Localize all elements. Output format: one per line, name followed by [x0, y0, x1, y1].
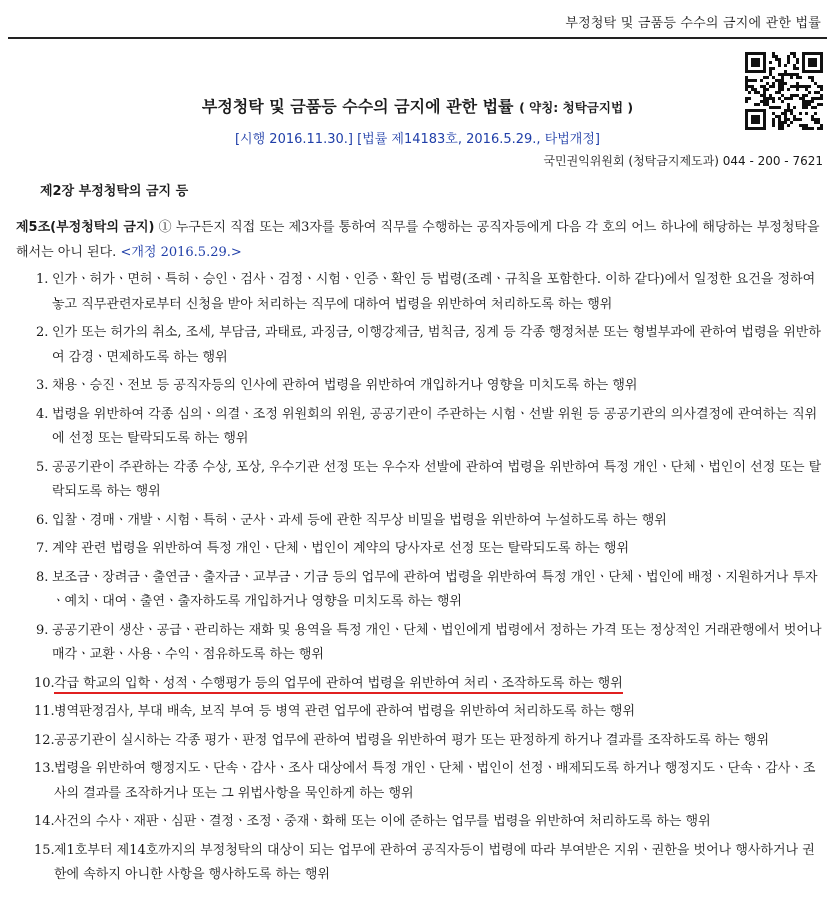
list-item: [16, 757, 826, 806]
list-item: [16, 729, 826, 754]
article-body: ① 누구든지 직접 또는 제3자를 통하여 직무를 수행하는 공직자등에게 다음 각 호의 어느 하나에 해당하는 부정청탁을 해서는 아니 된다.: [16, 220, 820, 260]
running-header: 부정청탁 및 금품등 수수의 금지에 관한 법률: [565, 16, 821, 31]
item-number: 14.: [34, 814, 55, 829]
qr-code-icon: [745, 52, 823, 130]
list-item: [16, 321, 826, 370]
list-item: [16, 456, 826, 505]
list-item: [16, 268, 826, 317]
item-number: 13.: [34, 761, 55, 776]
article-5: [16, 216, 826, 265]
list-item: [16, 537, 826, 562]
item-text: 병역판정검사, 부대 배속, 보직 부여 등 병역 관련 업무에 관하여 법령을 위반하여 처리하도록 하는 행위: [54, 704, 635, 719]
item-text: 법령을 위반하여 각종 심의ㆍ의결ㆍ조정 위원회의 위원, 공공기관이 주관하는 시험ㆍ선발 위원 등 공공기관의 의사결정에 관여하는 직위에 선정 또는 탈락되도록 하는 행위: [52, 406, 818, 446]
document-title: [0, 94, 835, 117]
item-number: 15.: [34, 842, 55, 858]
header-rule: [8, 37, 827, 39]
article-items-list: [16, 268, 826, 892]
item-number: 6.: [36, 512, 49, 528]
list-item: [16, 672, 826, 697]
item-number: 9.: [36, 622, 49, 638]
list-item: [16, 839, 826, 888]
item-number: 7.: [36, 541, 49, 556]
item-text: 제1호부터 제14호까지의 부정청탁의 대상이 되는 업무에 관하여 공직자등이 법령에 따라 부여받은 지위ㆍ권한을 벗어나 행사하거나 권한에 속하지 아니한 사항을 행사하도록 하는 행위: [54, 842, 815, 882]
item-number: 1.: [36, 272, 49, 287]
list-item: [16, 403, 826, 452]
item-number: 4.: [36, 406, 49, 422]
chapter-heading: 제2장 부정청탁의 금지 등: [40, 184, 189, 199]
item-text: 인가ㆍ허가ㆍ면허ㆍ특허ㆍ승인ㆍ검사ㆍ검정ㆍ시험ㆍ인증ㆍ확인 등 법령(조례ㆍ규칙을 포함한다. 이하 같다)에서 일정한 요건을 정하여 놓고 직무관련자로부터 신청을 받아 처리하는 직무에 대하여 법령을 위반하여 처리하도록 하는 행위: [52, 272, 816, 312]
list-item: [16, 619, 826, 668]
list-item: [16, 810, 826, 835]
list-item: [16, 374, 826, 399]
article-title: 제5조(부정청탁의 금지): [16, 220, 155, 235]
list-item: [16, 700, 826, 725]
list-item: [16, 566, 826, 615]
item-number: 5.: [36, 459, 49, 475]
item-text: 공공기관이 주관하는 각종 수상, 포상, 우수기관 선정 또는 우수자 선발에 관하여 법령을 위반하여 특정 개인ㆍ단체ㆍ법인이 선정 또는 탈락되도록 하는 행위: [52, 459, 822, 499]
law-alias: ( 약칭: 청탁금지법 ): [519, 100, 634, 115]
item-text: 계약 관련 법령을 위반하여 특정 개인ㆍ단체ㆍ법인이 계약의 당사자로 선정 또는 탈락되도록 하는 행위: [52, 541, 630, 556]
item-text: 공공기관이 실시하는 각종 평가ㆍ판정 업무에 관하여 법령을 위반하여 평가 또는 판정하게 하거나 결과를 조작하도록 하는 행위: [54, 732, 770, 748]
enforcement-info: [시행 2016.11.30.] [법률 제14183호, 2016.5.29., 타법개정]: [234, 132, 600, 147]
ministry-contact: 국민권익위원회 (청탁금지제도과) 044 - 200 - 7621: [543, 154, 823, 168]
item-number: 10.: [34, 675, 55, 691]
item-text: 채용ㆍ승진ㆍ전보 등 공직자등의 인사에 관하여 법령을 위반하여 개입하거나 영향을 미치도록 하는 행위: [52, 378, 638, 393]
item-text: 인가 또는 허가의 취소, 조세, 부담금, 과태료, 과징금, 이행강제금, 범칙금, 징계 등 각종 행정처분 또는 형벌부과에 관하여 법령을 위반하여 감경ㆍ면제하도록 하는 행위: [52, 325, 821, 365]
law-title: 부정청탁 및 금품등 수수의 금지에 관한 법률: [201, 97, 514, 116]
amendment-note: <개정 2016.5.29.>: [120, 244, 242, 260]
item-number: 11.: [34, 704, 55, 719]
item-text: 법령을 위반하여 행정지도ㆍ단속ㆍ감사ㆍ조사 대상에서 특정 개인ㆍ단체ㆍ법인이 선정ㆍ배제되도록 하거나 행정지도ㆍ단속ㆍ감사ㆍ조사의 결과를 조작하거나 또는 그 위법사항을 묵인하게 하는 행위: [54, 761, 816, 801]
item-number: 2.: [36, 325, 49, 340]
item-text: 입찰ㆍ경매ㆍ개발ㆍ시험ㆍ특허ㆍ군사ㆍ과세 등에 관한 직무상 비밀을 법령을 위반하여 누설하도록 하는 행위: [52, 512, 667, 528]
item-text: 사건의 수사ㆍ재판ㆍ심판ㆍ결정ㆍ조정ㆍ중재ㆍ화해 또는 이에 준하는 업무를 법령을 위반하여 처리하도록 하는 행위: [54, 814, 711, 829]
item-number: 8.: [36, 569, 49, 585]
item-text: 각급 학교의 입학ㆍ성적ㆍ수행평가 등의 업무에 관하여 법령을 위반하여 처리ㆍ조작하도록 하는 행위: [54, 676, 623, 694]
item-number: 12.: [34, 732, 55, 748]
item-number: 3.: [36, 378, 49, 393]
item-text: 공공기관이 생산ㆍ공급ㆍ관리하는 재화 및 용역을 특정 개인ㆍ단체ㆍ법인에게 법령에서 정하는 가격 또는 정상적인 거래관행에서 벗어나 매각ㆍ교환ㆍ사용ㆍ수익ㆍ점유하도록 하는 행위: [52, 622, 822, 662]
list-item: [16, 509, 826, 534]
item-text: 보조금ㆍ장려금ㆍ출연금ㆍ출자금ㆍ교부금ㆍ기금 등의 업무에 관하여 법령을 위반하여 특정 개인ㆍ단체ㆍ법인에 배정ㆍ지원하거나 투자ㆍ예치ㆍ대여ㆍ출연ㆍ출자하도록 개입하거나 영향을 미치도록 하는 행위: [52, 569, 818, 609]
